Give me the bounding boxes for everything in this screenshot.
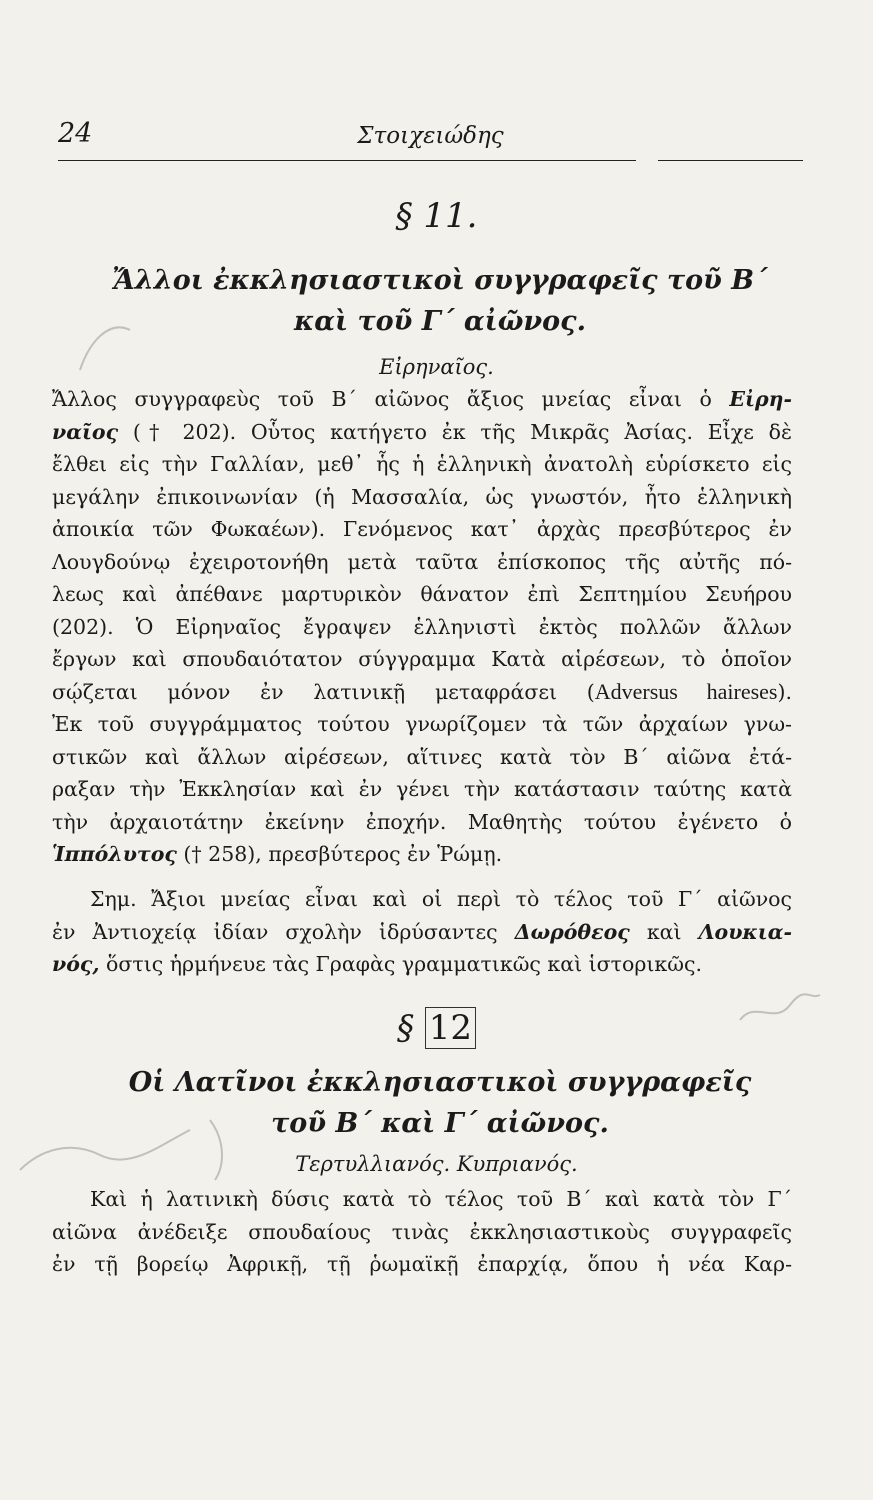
name-lucian: Λουκια-	[698, 919, 792, 944]
text-line: στικῶν καὶ ἄλλων αἱρέσεων, αἵτινες κατὰ τὸν Β΄ αἰῶνα ἐτά-	[52, 744, 792, 769]
text-line: Λουγδούνῳ ἐχειροτονήθη μετὰ ταῦτα ἐπίσκοπος τῆς αὐτῆς πό-	[52, 549, 792, 574]
section-11-paragraph	[52, 383, 792, 871]
text-line	[52, 948, 792, 981]
text-line: τὴν ἀρχαιοτάτην ἐκείνην ἐποχήν. Μαθητὴς τούτου ἐγένετο ὁ	[52, 809, 792, 834]
section-number-boxed: 12	[425, 1007, 476, 1049]
text-line: Ἐκ τοῦ συγγράμματος τούτου γνωρίζομεν τὰ τῶν ἀρχαίων γνω-	[52, 712, 792, 736]
name-lucian: νός,	[52, 952, 100, 976]
section-11-note	[52, 883, 792, 981]
text-line	[52, 416, 792, 449]
heading-line: τοῦ Β΄ καὶ Γ΄ αἰῶνος.	[271, 1108, 609, 1139]
text-span: († 258), πρεσβύτερος ἐν Ῥώμῃ.	[176, 842, 503, 866]
name-dorotheus: Δωρόθεος	[514, 919, 630, 944]
text-line	[52, 838, 792, 871]
running-title: Στοιχειώδης	[357, 123, 504, 149]
header-rule	[658, 160, 803, 161]
text-line	[52, 676, 792, 709]
text-line: ἔργων καὶ σπουδαιότατον σύγγραμμα Κατὰ αἱρέσεων, τὸ ὁποῖον	[52, 647, 792, 671]
header-rule	[58, 160, 336, 161]
text-line: λεως καὶ ἀπέθανε μαρτυρικὸν θάνατον ἐπὶ Σεπτημίου Σευήρου	[52, 582, 792, 606]
text-line	[52, 916, 792, 949]
page-number: 24	[58, 118, 93, 149]
text-span: Ἄλλος συγγραφεὺς τοῦ Β΄ αἰῶνος ἄξιος μνείας εἶναι ὁ	[52, 387, 730, 411]
header-rule	[336, 160, 636, 161]
pencil-mark	[735, 985, 825, 1035]
text-span: ὅστις ἡρμήνευε τὰς Γραφὰς γραμματικῶς καὶ ἱστορικῶς.	[99, 952, 702, 976]
text-line: ἔλθει εἰς τὴν Γαλλίαν, μεθ᾿ ἧς ἡ ἑλληνικὴ ἀνατολὴ εὑρίσκετο εἰς	[52, 452, 792, 476]
latin-title: Adversus haireses	[594, 678, 778, 704]
section-11-mark: § 11.	[395, 196, 478, 236]
heading-line: Ἄλλοι ἐκκλησιαστικοὶ συγγραφεῖς τοῦ Β΄	[112, 265, 768, 296]
text-span: καὶ	[629, 919, 699, 944]
name-irenaeus: Εἰρη-	[729, 387, 792, 411]
name-hippolytus: Ἱππόλυτος	[52, 842, 177, 866]
text-line: αἰῶνα ἀνέδειξε σπουδαίους τινὰς ἐκκλησιαστικοὺς συγγραφεῖς	[52, 1219, 792, 1244]
text-line: ραξαν τὴν Ἐκκλησίαν καὶ ἐν γένει τὴν κατάστασιν ταύτης κατὰ	[52, 777, 792, 801]
text-span: ἐν Ἀντιοχείᾳ ἰδίαν σχολὴν ἱδρύσαντες	[52, 919, 515, 944]
heading-line: καὶ τοῦ Γ΄ αἰῶνος.	[294, 306, 586, 337]
text-line: (202). Ὁ Εἰρηναῖος ἔγραψεν ἑλληνιστὶ ἐκτὸς πολλῶν ἄλλων	[52, 614, 792, 639]
pencil-mark	[10, 1110, 250, 1190]
page-header	[58, 118, 803, 178]
text-line: ἀποικία τῶν Φωκαέων). Γενόμενος κατ᾿ ἀρχὰς πρεσβύτερος ἐν	[52, 517, 792, 541]
section-12-paragraph	[52, 1183, 792, 1281]
name-irenaeus: ναῖος	[52, 419, 119, 444]
text-line: Σημ. Ἄξιοι μνείας εἶναι καὶ οἱ περὶ τὸ τέλος τοῦ Γ΄ αἰῶνος	[90, 887, 792, 911]
text-line: ἐν τῇ βορείῳ Ἀφρικῇ, τῇ ῥωμαϊκῇ ἐπαρχίᾳ, ὅπου ἡ νέα Καρ-	[52, 1252, 792, 1276]
section-11-subhead: Εἰρηναῖος.	[379, 355, 494, 379]
text-span: σῴζεται μόνον ἐν λατινικῇ μεταφράσει (	[52, 679, 595, 704]
heading-line: Οἱ Λατῖνοι ἐκκλησιαστικοὶ συγγραφεῖς	[128, 1067, 752, 1098]
text-span: ).	[777, 679, 792, 704]
section-11-heading	[60, 260, 820, 342]
pencil-mark	[60, 300, 150, 390]
section-12-subhead: Τερτυλλιανός. Κυπριανός.	[295, 1152, 578, 1176]
text-line	[52, 383, 792, 416]
text-line: Καὶ ἡ λατινικὴ δύσις κατὰ τὸ τέλος τοῦ Β΄ καὶ κατὰ τὸν Γ΄	[90, 1187, 792, 1211]
text-span: († 202). Οὗτος κατήγετο ἐκ τῆς Μικρᾶς Ἀσίας. Εἶχε δὲ	[118, 419, 792, 444]
section-sign: §	[396, 1008, 425, 1048]
text-line: μεγάλην ἐπικοινωνίαν (ἡ Μασσαλία, ὡς γνωστόν, ἦτο ἑλληνικὴ	[52, 484, 792, 509]
